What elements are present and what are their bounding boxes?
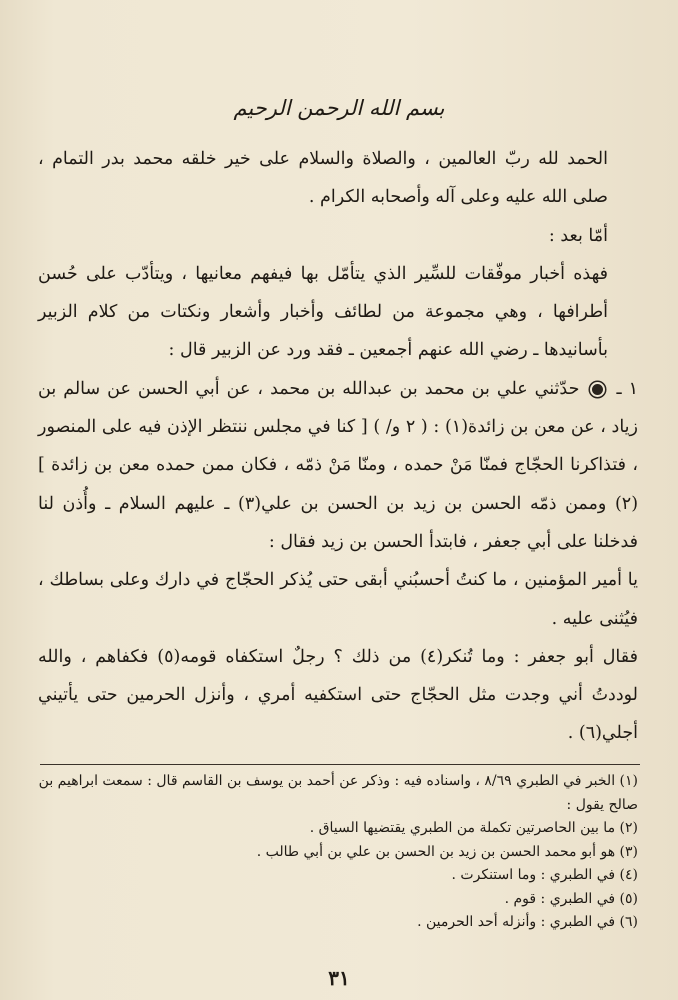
paragraph-abu-jafar-reply: فقال أبو جعفر : وما تُنكر(٤) من ذلك ؟ رجلٌ استكفاه قومه(٥) فكفاهم ، والله لوددتُ أني وجدت مثل الحجّاج حتى استكفيه أمري ، وأنزل الحرمين حتى يأتيني أجلي(٦) . (38, 646, 638, 744)
paragraph-hasan-speech: يا أمير المؤمنين ، ما كنتُ أحسبُني أبقى حتى يُذكر الحجّاج في دارك وعلى بساطك ، فيُثنى عليه . (38, 570, 638, 629)
page-number: ٣١ (328, 966, 350, 990)
paragraph-amma-bad: أمّا بعد : (548, 225, 608, 246)
paragraph-intro: فهذه أخبار موفّقات للسِّير الذي يتأمّل بها فيفهم معانيها ، ويتأدّب على حُسن أطرافها ، وهي مجموعة من لطائف وأخبار وأشعار ونكتات من كلام الزبير بأسانيدها ـ رضي الله عنهم أجمعين ـ فقد ورد عن الزبير قال : (38, 263, 608, 361)
footnote-5: (٥) في الطبري : قوم . (504, 890, 638, 907)
main-text (38, 140, 638, 753)
footnote-4: (٤) في الطبري : وما استنكرت . (451, 867, 638, 883)
narration-number: ١ ـ (616, 378, 638, 399)
footnote-6: (٦) في الطبري : وأنزله أحد الحرمين . (417, 914, 638, 930)
narration-text: حدّثني علي بن محمد بن عبدالله بن محمد ، عن أبي الحسن عن سالم بن زياد ، عن معن بن زائدة(١) : ( ٢ و/ ) [ كنا في مجلس ننتظر الإذن فيه على المنصور ، فتذاكرنا الحجّاج فمنّا مَنْ حمده ، ومنّا مَنْ ذمّه ، فكان ممن حمده معن بن زائدة ](٢) وممن ذمّه الحسن بن زيد بن الحسن بن علي(٣) ـ عليهم السلام ـ وأُذن لنا فدخلنا على أبي جعفر ، فابتدأ الحسن بن زيد فقال : (38, 378, 639, 552)
basmala-heading: بسم الله الرحمن الرحيم (233, 96, 445, 120)
footnote-3: (٣) هو أبو محمد الحسن بن زيد بن الحسن بن علي بن أبي طالب . (256, 843, 638, 860)
footnotes (38, 770, 638, 935)
paragraph-narration-1 (38, 370, 638, 561)
bullet-marker-icon (590, 382, 605, 397)
footnote-1: (١) الخبر في الطبري ٨/٦٩ ، واسناده فيه : وذكر عن أحمد بن يوسف بن القاسم قال : سمعت ابراهيم بن صالح يقول : (38, 773, 638, 813)
footnote-divider (40, 764, 640, 765)
paragraph-opening: الحمد لله ربّ العالمين ، والصلاة والسلام على خير خلقه محمد بدر التمام ، صلى الله عليه وعلى آله وأصحابه الكرام . (38, 149, 608, 208)
footnote-2: (٢) ما بين الحاصرتين تكملة من الطبري يقتضيها السياق . (309, 820, 638, 836)
